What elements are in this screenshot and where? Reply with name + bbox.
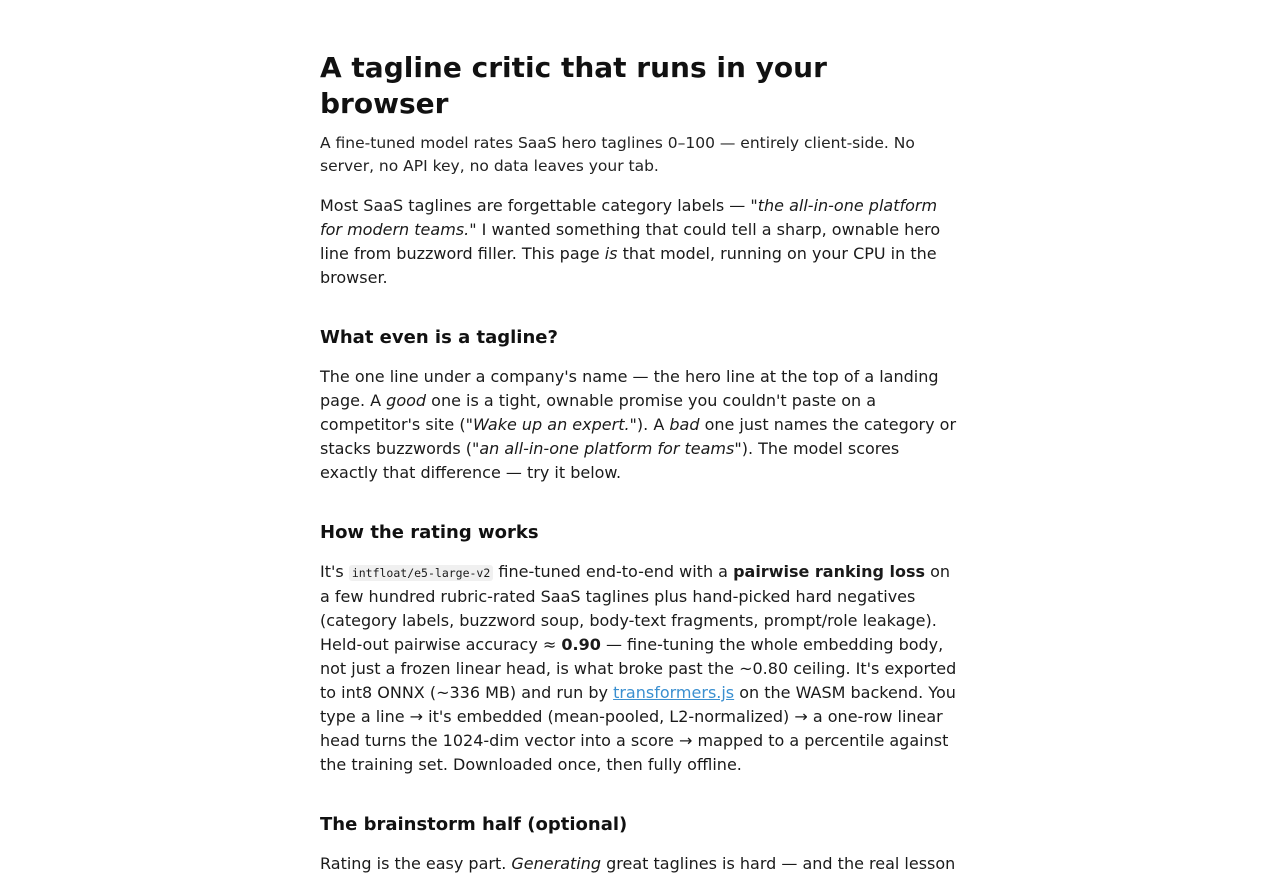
emphasis-bad: bad [669, 415, 700, 434]
intro-text: Most SaaS taglines are forgettable category labels — [320, 196, 751, 215]
transformers-js-link[interactable]: transformers.js [613, 683, 735, 702]
page-title: A tagline critic that runs in your browser [320, 51, 827, 120]
paragraph-text: It's [320, 562, 349, 581]
paragraph-text: ). The model scores exactly that difference — try it below. [320, 439, 900, 482]
intro-text: I wanted something that could tell a sharp, ownable hero line from buzzword filler. This page [320, 220, 941, 263]
emphasis-good: good [386, 391, 427, 410]
section-heading-tagline: What even is a tagline? [320, 327, 558, 348]
paragraph-text: great taglines is hard — and the real lesson [601, 854, 956, 873]
paragraph-text: one just names the category or stacks buzzwords ( [320, 415, 957, 458]
intro-text: that model, running on your CPU in the browser. [320, 244, 937, 287]
emphasis-generating: Generating [511, 854, 602, 873]
intro-emphasis: is [604, 244, 618, 263]
strong-accuracy: 0.90 [561, 635, 601, 654]
paragraph-text: on a few hundred rubric-rated SaaS taglines plus hand-picked hard negatives (category labels, buzzword soup, body-text fragments, prompt/role leakage). Held-out pairwise accuracy ≈ [320, 562, 951, 654]
tagline-paragraph [320, 365, 960, 485]
paragraph-text: The one line under a company's name — the hero line at the top of a landing page. A [320, 367, 939, 410]
intro-quote: "the all-in-one platform for modern teams." [320, 196, 938, 239]
article [320, 0, 960, 876]
paragraph-text: one is a tight, ownable promise you couldn't paste on a competitor's site ( [320, 391, 877, 434]
paragraph-text: ). A [636, 415, 670, 434]
intro-paragraph [320, 194, 960, 290]
lede: A fine-tuned model rates SaaS hero taglines 0–100 — entirely client-side. No server, no API key, no data leaves your tab. [320, 134, 915, 175]
paragraph-text: on the WASM backend. You type a line → it's embedded (mean-pooled, L2-normalized) → a one-row linear head turns the 1024-dim vector into a score → mapped to a percentile against the training set. Downloaded once, then fully offline. [320, 683, 956, 774]
quote-bad: "an all-in-one platform for teams" [471, 439, 742, 458]
paragraph-text: fine-tuned end-to-end with a [493, 562, 734, 581]
quote-good: "Wake up an expert." [465, 415, 637, 434]
section-heading-brainstorm: The brainstorm half (optional) [320, 814, 628, 835]
paragraph-text: — fine-tuning the whole embedding body, not just a frozen linear head, is what broke past the ~0.80 ceiling. It's exported to int8 ONNX (~336 MB) and run by [320, 635, 957, 702]
section-heading-rating: How the rating works [320, 522, 539, 543]
brainstorm-paragraph [320, 852, 960, 876]
paragraph-text: Rating is the easy part. [320, 854, 512, 873]
strong-loss: pairwise ranking loss [733, 562, 926, 581]
model-code: intfloat/e5-large-v2 [349, 565, 493, 581]
rating-paragraph [320, 560, 960, 777]
